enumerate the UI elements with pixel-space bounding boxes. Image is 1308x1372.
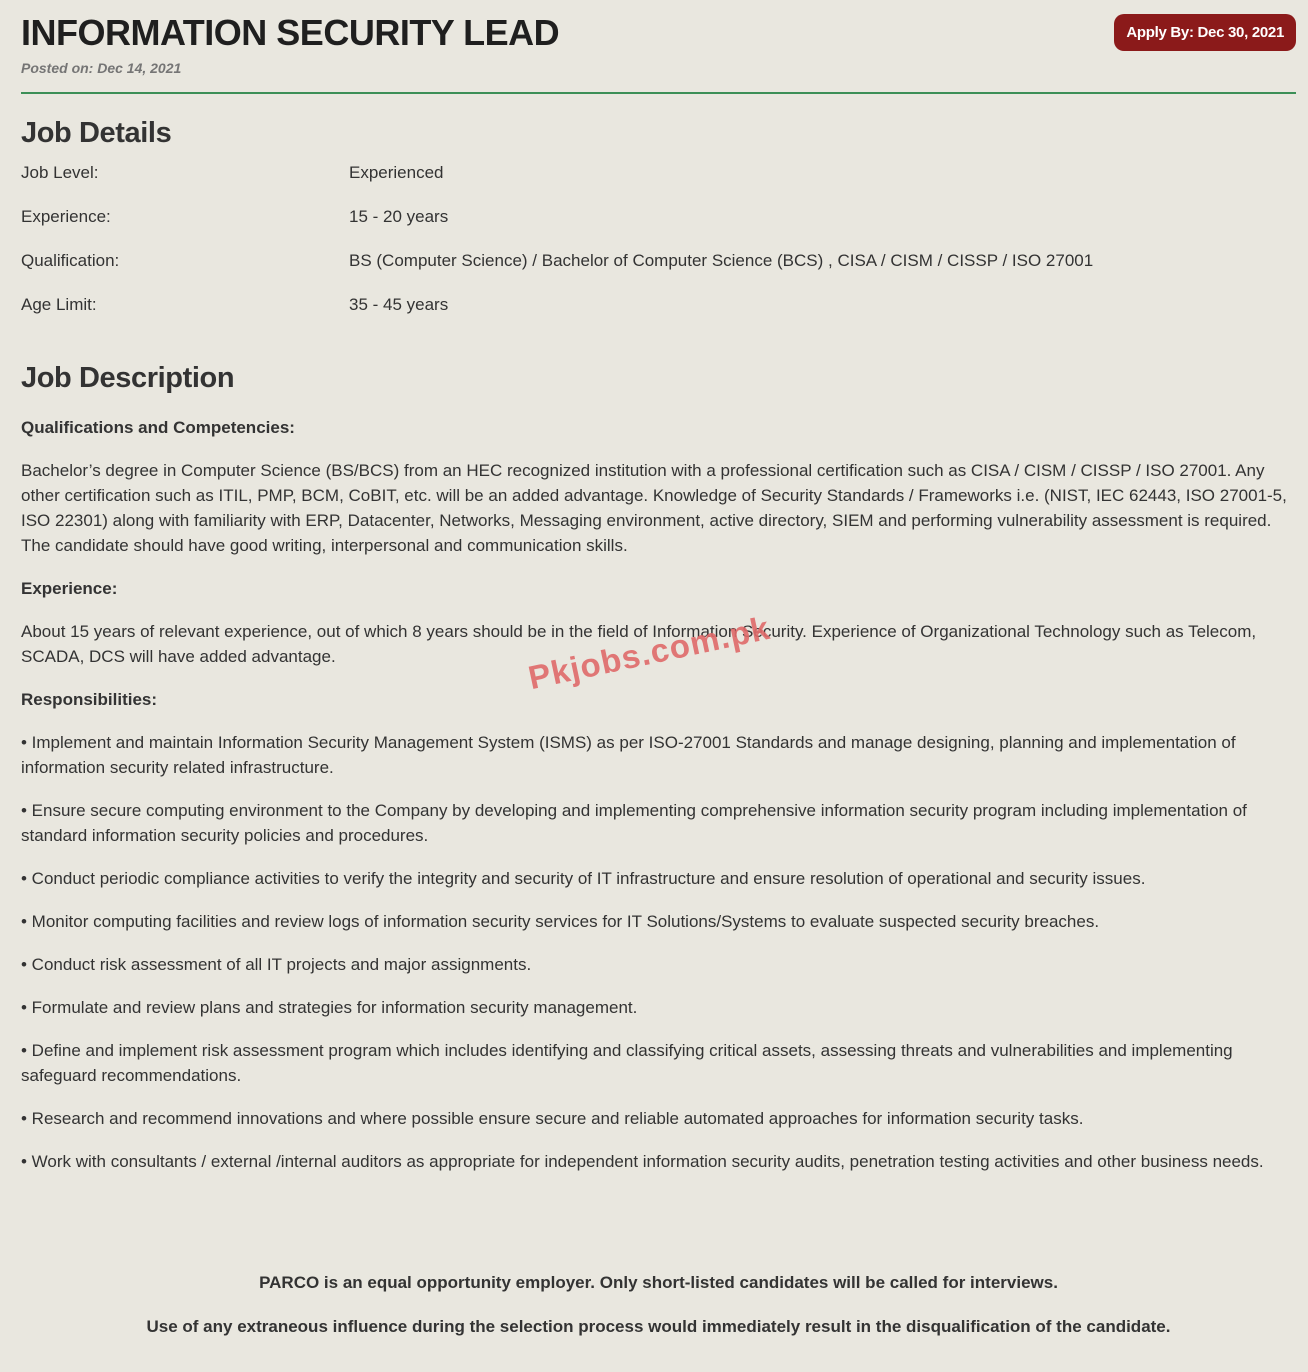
experience-heading: Experience: [21, 579, 118, 598]
job-details-table [21, 163, 1296, 339]
disqualification-notice: Use of any extraneous influence during the selection process would immediately result in the disqualification of the candidate. [146, 1317, 1171, 1336]
detail-label: Experience: [21, 207, 111, 226]
responsibility-item: • Implement and maintain Information Security Management System (ISMS) as per ISO-27001 Standards and manage designing, planning and implementation of information security related infrastructure. [21, 733, 1236, 777]
detail-row-job-level [21, 163, 1296, 207]
watermark: Pkjobs.com.pk [525, 608, 774, 697]
detail-row-age-limit [21, 295, 1296, 339]
detail-label: Qualification: [21, 251, 120, 270]
detail-value: 35 - 45 years [349, 295, 449, 314]
posted-date: Posted on: Dec 14, 2021 [21, 60, 182, 76]
detail-value: Experienced [349, 163, 444, 182]
detail-label: Age Limit: [21, 295, 97, 314]
apply-by-badge: Apply By: Dec 30, 2021 [1114, 14, 1296, 51]
detail-row-qualification [21, 251, 1296, 295]
responsibility-item: • Monitor computing facilities and review logs of information security services for IT Solutions/Systems to evaluate suspected security breaches. [21, 912, 1100, 931]
job-details-heading: Job Details [21, 117, 172, 149]
footer-notice [21, 1270, 1296, 1358]
detail-row-experience [21, 207, 1296, 251]
responsibility-item: • Work with consultants / external /internal auditors as appropriate for independent information security audits, penetration testing activities and other business needs. [21, 1152, 1264, 1171]
responsibility-item: • Ensure secure computing environment to the Company by developing and implementing comprehensive information security program including implementation of standard information security policies and procedures. [21, 801, 1247, 845]
job-description-heading: Job Description [21, 362, 235, 394]
experience-text: About 15 years of relevant experience, out of which 8 years should be in the field of Information Security. Experience of Organizational Technology such as Telecom, SCADA, DCS will have added advantage. [21, 622, 1257, 666]
responsibility-item: • Research and recommend innovations and where possible ensure secure and reliable automated approaches for information security tasks. [21, 1109, 1084, 1128]
qualifications-text: Bachelor’s degree in Computer Science (BS/BCS) from an HEC recognized institution with a professional certification such as CISA / CISM / CISSP / ISO 27001. Any other certification such as ITIL, PMP, BCM, CoBIT, etc. will be an added advantage. Knowledge of Security Standards / Frameworks i.e. (NIST, IEC 62443, ISO 27001-5, ISO 22301) along with familiarity with ERP, Datacenter, Networks, Messaging environment, active directory, SIEM and performing vulnerability assessment is required. The candidate should have good writing, interpersonal and communication skills. [21, 461, 1287, 555]
responsibility-item: • Conduct risk assessment of all IT projects and major assignments. [21, 955, 532, 974]
equal-opportunity-notice: PARCO is an equal opportunity employer. Only short-listed candidates will be called for interviews. [259, 1273, 1058, 1292]
responsibility-item: • Define and implement risk assessment program which includes identifying and classifying critical assets, assessing threats and vulnerabilities and implementing safeguard recommendations. [21, 1041, 1233, 1085]
job-description-body [21, 415, 1296, 1192]
detail-value: BS (Computer Science) / Bachelor of Computer Science (BCS) , CISA / CISM / CISSP / ISO 27001 [349, 251, 1094, 270]
job-header [21, 0, 1296, 94]
qualifications-heading: Qualifications and Competencies: [21, 418, 295, 437]
responsibility-item: • Conduct periodic compliance activities to verify the integrity and security of IT infrastructure and ensure resolution of operational and security issues. [21, 869, 1146, 888]
responsibility-item: • Formulate and review plans and strategies for information security management. [21, 998, 638, 1017]
responsibilities-heading: Responsibilities: [21, 690, 158, 709]
detail-label: Job Level: [21, 163, 99, 182]
page-title: INFORMATION SECURITY LEAD [21, 12, 560, 53]
detail-value: 15 - 20 years [349, 207, 449, 226]
